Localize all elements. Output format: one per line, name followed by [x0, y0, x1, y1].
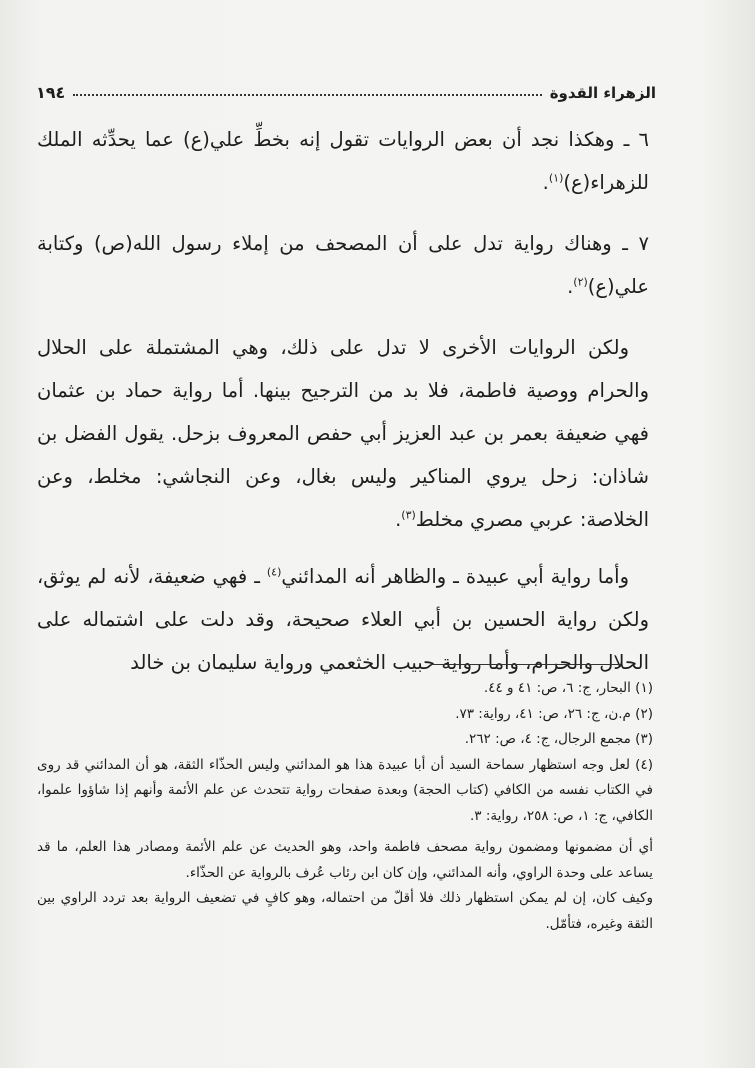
footnote-ref: (٣)	[401, 508, 416, 522]
paragraph-item-7: ٧ ـ وهناك رواية تدل على أن المصحف من إملاء رسول الله(ص) وكتابة علي(ع)$^{(٢)}$.	[37, 232, 649, 298]
main-text	[37, 118, 649, 698]
footnote-1: (١) البحار، ج: ٦، ص: ٤١ و ٤٤.	[483, 680, 653, 696]
paragraph-text: وأما رواية أبي عبيدة ـ والظاهر أنه المدائني	[281, 565, 629, 588]
paragraph-other-narrations: ولكن الروايات الأخرى لا تدل على ذلك، وهي المشتملة على الحلال والحرام ووصية فاطمة، فلا بد من الترجيح بينها. أما رواية حماد بن عثمان فهي ضعيفة بعمر بن عبد العزيز أبي حفص المعروف بزحل. يقول الفضل بن شاذان: زحل يروي المناكير وليس بغال، وعن النجاشي: مخلط، وعن الخلاصة: عربي مصري مخلط$^{(٣)}$.	[37, 336, 649, 531]
paragraph-text: ٦ ـ وهكذا نجد أن بعض الروايات تقول إنه بخطِّ علي(ع) عما يحدِّثه الملك للزهراء(ع)	[37, 128, 649, 194]
footnote-4: (٤) لعل وجه استظهار سماحة السيد أن أبا عبيدة هذا هو المدائني وليس الحذّاء الثقة، هو أن المدائني قد روى في الكتاب نفسه من الكافي (كتاب الحجة) وبعدة صفحات رواية تتحدث عن علم الأئمة وأنهم إذا شاؤوا علموا، الكافي، ج: ١، ص: ٢٥٨، رواية: ٣.	[37, 756, 653, 824]
footnote-ref: (٤)	[266, 565, 282, 579]
footnote-ref: (٢)	[573, 275, 588, 289]
paragraph-text: ولكن الروايات الأخرى لا تدل على ذلك، وهي المشتملة على الحلال والحرام ووصية فاطمة، فلا بد من الترجيح بينها. أما رواية حماد بن عثمان فهي ضعيفة بعمر بن عبد العزيز أبي حفص المعروف بزحل. يقول الفضل بن شاذان: زحل يروي المناكير وليس بغال، وعن النجاشي: مخلط، وعن الخلاصة: عربي مصري مخلط	[37, 336, 649, 531]
footnote-divider	[431, 664, 621, 665]
paragraph-text: ـ فهي ضعيفة، لأنه لم يوثق، ولكن رواية الحسين بن أبي العلاء صحيحة، وقد دلت على اشتماله على الحلال والحرام، وأما رواية حبيب الخثعمي ورواية سليمان بن خالد	[37, 565, 649, 674]
running-header	[36, 72, 656, 102]
footnote-4-continued: أي أن مضمونها ومضمون رواية مصحف فاطمة واحد، وهو الحديث عن علم الأئمة ومصادر هذا العلم، ما قد يساعد على وحدة الراوي، وأنه المدائني، وإن كان ابن رئاب عُرف بالرواية عن الحذّاء.	[37, 839, 653, 881]
paragraph-item-6: ٦ ـ وهكذا نجد أن بعض الروايات تقول إنه بخطِّ علي(ع) عما يحدِّثه الملك للزهراء(ع)$^{(١)}$.	[37, 128, 649, 194]
header-dotted-leader	[73, 93, 541, 96]
paragraph-text: ٧ ـ وهناك رواية تدل على أن المصحف من إملاء رسول الله(ص) وكتابة علي(ع)	[37, 232, 649, 298]
footnotes	[37, 676, 653, 937]
footnote-2: (٢) م.ن، ج: ٢٦، ص: ٤١، رواية: ٧٣.	[455, 705, 653, 722]
footnote-3: (٣) مجمع الرجال، ج: ٤، ص: ٢٦٢.	[464, 731, 653, 747]
footnote-ref: (١)	[548, 171, 564, 185]
page-number: ١٩٤	[36, 83, 66, 102]
book-title: الزهراء القدوة	[549, 84, 656, 102]
footnote-4-conclusion: وكيف كان، إن لم يمكن استظهار ذلك فلا أقلّ من احتماله، وهو كافٍ في تضعيف الرواية بعد تردد الراوي بين الثقة وغيره، فتأمّل.	[37, 890, 653, 932]
